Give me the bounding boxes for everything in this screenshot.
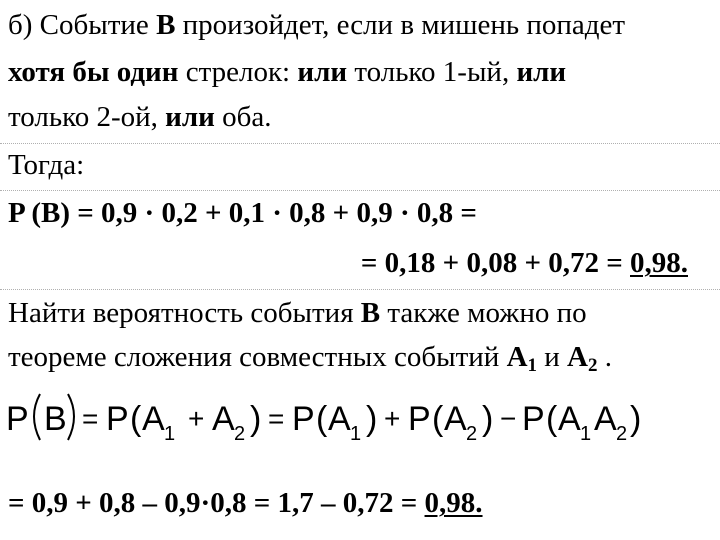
event-b-line-1 (8, 8, 625, 42)
formula-p: P (408, 400, 431, 438)
event-b-label: В (360, 297, 381, 329)
svg-text:): ) (630, 400, 642, 438)
text: Найти вероятность события (8, 297, 361, 329)
event-b-label: В (156, 9, 176, 41)
text: б) Событие (8, 9, 157, 41)
formula-p: P (292, 400, 315, 438)
formula-p: P (522, 400, 545, 438)
formula-a: A (142, 400, 165, 438)
text: = 0,18 + 0,08 + 0,72 = (360, 247, 630, 279)
svg-text:): ) (250, 400, 262, 438)
calc-line-1: P (B) = 0,9 · 0,2 + 0,1 · 0,8 + 0,9 · 0,8 = (8, 197, 477, 229)
svg-text:): ) (366, 400, 378, 438)
theorem-line-2 (8, 340, 612, 374)
text: и (537, 341, 568, 373)
divider (0, 190, 720, 191)
svg-text:): ) (482, 400, 494, 438)
formula-plus: + (188, 403, 205, 434)
text: оба. (214, 101, 272, 133)
svg-text:(: ( (432, 400, 444, 438)
text: . (597, 341, 612, 373)
text: только 1-ый, (347, 56, 517, 88)
calc-line-2 (361, 246, 688, 280)
final-calc-line (8, 486, 483, 520)
divider (0, 143, 720, 144)
bold-or: или (165, 101, 215, 133)
bold-or: или (516, 56, 567, 88)
underlined-answer: 0,98. (630, 247, 688, 279)
theorem-line-1 (8, 296, 587, 330)
formula-a: A (558, 400, 581, 438)
addition-formula (0, 390, 720, 450)
formula-sub: 2 (616, 423, 628, 445)
svg-text:(: ( (546, 400, 558, 438)
event-a1: $A_1$ (506, 341, 538, 376)
text: = 0,9 + 0,8 – 0,9·0,8 = 1,7 – 0,72 = (8, 487, 425, 519)
formula-sub: 1 (580, 423, 592, 445)
formula-p: P (106, 400, 129, 438)
formula-b: B (44, 400, 67, 438)
formula-sub: 2 (234, 423, 246, 445)
formula-sub: 1 (164, 423, 176, 445)
formula-sub: 1 (350, 423, 362, 445)
formula-a: A (444, 400, 467, 438)
text: также можно по (380, 297, 587, 329)
bold-phrase: хотя бы один (8, 56, 179, 88)
formula-eq: = (82, 403, 99, 434)
formula-minus: − (500, 403, 517, 434)
divider (0, 289, 720, 290)
formula-a: A (594, 400, 617, 438)
formula-a: A (328, 400, 351, 438)
text: произойдет, если в мишень попадет (175, 9, 626, 41)
svg-text:(: ( (316, 400, 328, 438)
formula-p: P (6, 400, 29, 438)
underlined-answer: 0,98. (424, 487, 483, 519)
paren-close-icon (68, 394, 74, 440)
text: стрелок: (178, 56, 298, 88)
text: только 2-ой, (8, 101, 166, 133)
formula-eq: = (268, 403, 285, 434)
event-b-line-2 (8, 55, 566, 89)
svg-text:(: ( (130, 400, 142, 438)
formula-a: A (212, 400, 235, 438)
paren-open-icon (34, 394, 40, 440)
formula-plus: + (384, 403, 401, 434)
then-label: Тогда: (8, 149, 85, 181)
event-b-line-3 (8, 100, 272, 134)
bold-or: или (297, 56, 348, 88)
text: теореме сложения совместных событий (8, 341, 507, 373)
event-a2: $A_2$ (567, 341, 598, 376)
formula-sub: 2 (466, 423, 478, 445)
